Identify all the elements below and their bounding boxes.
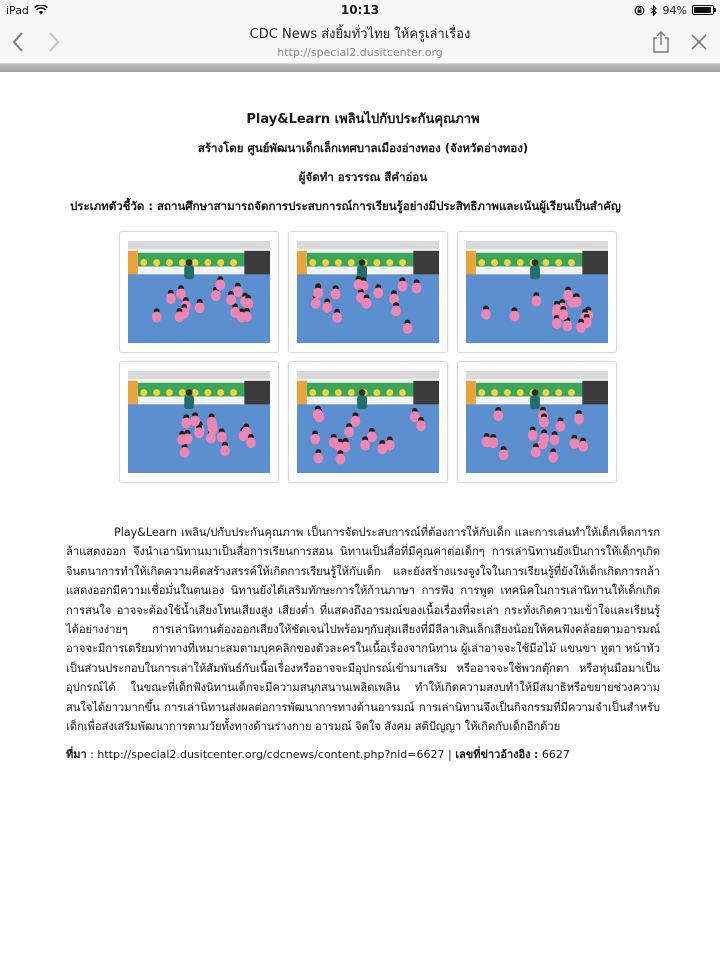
classroom-photo [128,241,270,343]
article-source: ที่มา : http://special2.dusitcenter.org/cdcnews/content.php?nid=6627 | เลขที่ข่าวอ้างอิง : 6627 [66,748,570,762]
article-title: Play&Learn เพลินไปกับประกันคุณภาพ [246,112,480,127]
source-url[interactable]: http://special2.dusitcenter.org/cdcnews/content.php?nid=6627 [97,748,445,762]
battery-percent: 94% [662,3,687,17]
classroom-photo [128,371,270,473]
page-url: http://special2.dusitcenter.org [277,46,443,59]
classroom-photo [466,241,608,343]
gallery-photo[interactable] [119,361,279,483]
article-author: สร้างโดย ศูนย์พัฒนาเด็กเล็กเทศบาลเมืองอ่างทอง (จังหวัดอ่างทอง) [197,141,529,155]
close-button[interactable] [684,20,714,64]
article [0,108,720,763]
forward-button[interactable] [36,20,72,64]
chevron-left-icon [11,31,25,53]
classroom-photo [466,371,608,473]
article-body: Play&Learn เพลิน/ปกับประกันคุณภาพ เป็นการจัดประสบการณ์ที่ต้องการให้กับเด็ก และการเล่นทำให้เด็กเห็ดการกล้าแสดงออก จึงนำเอานิทานมาเป็นสื่อการเรียนการสอน นิทานเป็นสื่อที่มีคุณค่าต่อเด็กๆ การเล่านิทานยังเป็นการให้เด็กๆเกิดจินตนาการทำให้เกิดความคิดสร้างสรรค์ให้เกิดการเรียนรู้ให้กับเด็ก และยังสร้างแรงจูงใจในการเรียนรู้ที่ยังให้เด็กเกิดการกล้าแสดงออกมีความเชื่อมั่นในตนเอง นิทานยังได้เสริมทักษะการให้ก้านภาษา การฟัง การพูด เทคนิคในการเล่านิทานให้เด็กเกิดการสนใจ อาจจะต้องใช้นํ้าเสียงโทนเสียงสูง เสียงต่ำ ที่แสดงถึงอารมณ์ของเนื้อเรื่องที่จะเล่า กระทั่งเกิดความเข้าใจและเรียนรู้ได้อย่างง่ายๆ การเล่านิทานต้องออกเสียงให้ชัดเจนไปพร้อมๆกับสุ่มเสียงที่มีลีลาเสินเล็กเสียงน้อยให้คนฟังคล้อยตามอารมณ์ อาจจะมีการเตรียมท่าทางที่เหมาะสมตามบุคคลิกของตัวละครในเนื้อเรื่องจากนิทาน ผู้เล่าอาจจะใช้มือไม้ แขนขา หูตา หน้าหัวเป็นส่วนประกอบในการเล่าให้สัมพันธ์กับเนื้อเรื่องหรืออาจจะมีอุปกรณ์เข้ามาเสริม หรืออาจจะใช้พวกตุ๊กตา หรือหุ่นมือมาเป็นอุปกรณ์ได้ ในขณะที่เด็กฟังนิทานเด็กจะมีความสนุกสนานเพลิดเพลิน ทำให้เกิดความสงบทำให้มีสมาธิหรือขยายช่วงความสนใจได้ยาวมากขึ้น การเล่านิทานส่งผลต่อการพัฒนาการทางด้านอารมณ์ การเล่านิทานจึงเป็นกิจกรรมที่มีความจำเป็นสำหรับเด็กเพื่อส่งเสริมพัฒนาการตามวัยทั้งทางด้านร่างกาย อารมณ์ จิตใจ สังคม สติปัญญา ให้เกิดกับเด็กอีกด้วย [66,526,660,734]
article-indicator: ประเภทตัวชี้วัด : สถานศึกษาสามารถจัดการประสบการณ์การเรียนรู้อย่างมีประสิทธิภาพและเน้นผู้เรียนเป็นสำคัญ [70,199,621,213]
page-title: CDC News ส่งยิ้มทั่วไทย ให้ครูเล่าเรื่อง [249,27,471,42]
gallery-photo[interactable] [457,361,617,483]
device-name: iPad [6,3,29,17]
bluetooth-icon [650,5,658,16]
back-button[interactable] [0,20,36,64]
share-button[interactable] [646,20,676,64]
page-top-shadow [0,64,720,72]
page-title-area[interactable] [140,23,580,59]
article-writer: ผู้จัดทำ อรวรรณ สีคำอ่อน [298,170,428,184]
share-icon [651,30,671,54]
gallery-photo[interactable] [119,231,279,353]
browser-toolbar [0,20,720,64]
classroom-photo [297,241,439,343]
battery-icon [692,5,714,15]
wifi-icon [34,5,48,15]
orientation-lock-icon [634,5,645,16]
gallery-photo[interactable] [288,361,448,483]
status-time: 10:13 [340,3,380,17]
ref-label: เลขที่ข่าวอ้างอิง [455,748,531,762]
classroom-photo [297,371,439,473]
gallery-photo[interactable] [288,231,448,353]
photo-gallery [119,231,660,483]
close-icon [690,33,708,51]
gallery-photo[interactable] [457,231,617,353]
source-label: ที่มา [66,748,87,762]
ref-number: 6627 [541,748,570,762]
chevron-right-icon [47,31,61,53]
status-bar [0,0,720,20]
